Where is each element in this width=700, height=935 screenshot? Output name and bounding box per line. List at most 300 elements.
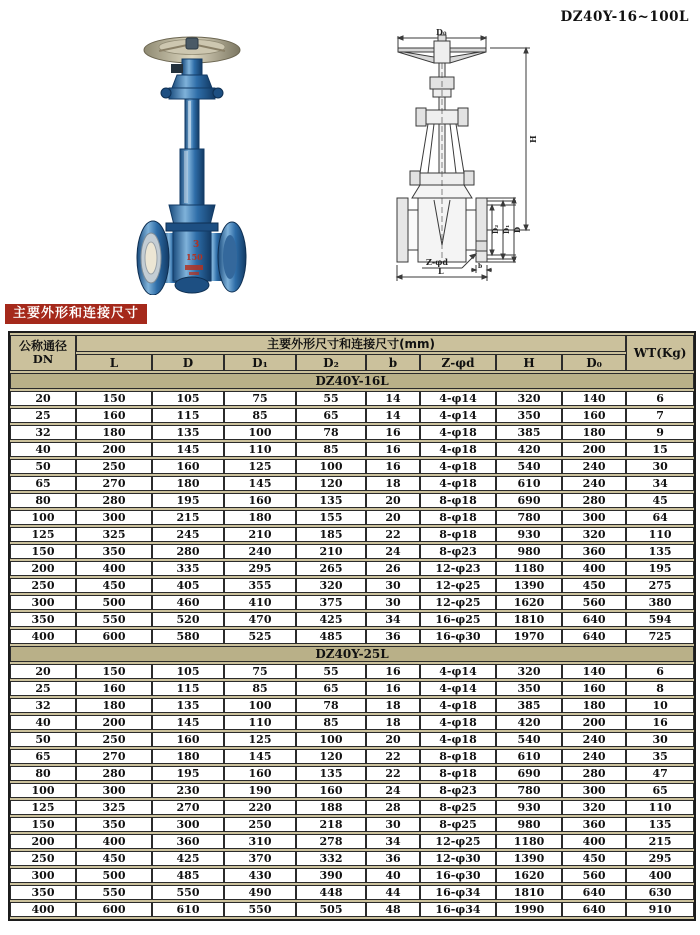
table-cell: 160 — [224, 766, 296, 781]
table-cell: 160 — [296, 783, 366, 798]
table-cell: 160 — [76, 681, 152, 696]
table-cell: 332 — [296, 851, 366, 866]
table-cell: 460 — [152, 595, 224, 610]
table-cell: 16 — [366, 442, 420, 457]
table-cell: 4-φ14 — [420, 664, 496, 679]
header-row-1 — [10, 335, 694, 352]
table-row — [10, 408, 694, 423]
table-cell: 370 — [224, 851, 296, 866]
table-cell: 135 — [152, 425, 224, 440]
table-row — [10, 851, 694, 866]
table-cell: 300 — [562, 510, 626, 525]
table-cell: 145 — [224, 749, 296, 764]
table-cell: 160 — [224, 493, 296, 508]
valve-marking: 3 — [193, 240, 200, 250]
table-cell: 110 — [626, 800, 694, 815]
table-cell: 250 — [76, 732, 152, 747]
table-cell: 135 — [626, 817, 694, 832]
table-cell: 180 — [224, 510, 296, 525]
table-cell: 430 — [224, 868, 296, 883]
table-cell: 470 — [224, 612, 296, 627]
table-cell: 1620 — [496, 595, 562, 610]
table-cell: 145 — [224, 476, 296, 491]
table-cell: 240 — [562, 476, 626, 491]
table-cell: 8-φ18 — [420, 493, 496, 508]
table-cell: 16 — [366, 425, 420, 440]
table-cell: 18 — [366, 715, 420, 730]
table-cell: 65 — [296, 408, 366, 423]
table-row — [10, 544, 694, 559]
table-cell: 6 — [626, 664, 694, 679]
table-cell: 48 — [366, 902, 420, 917]
table-cell: 1180 — [496, 561, 562, 576]
cell-dn: 125 — [10, 527, 76, 542]
table-cell: 380 — [626, 595, 694, 610]
col-header-h: H — [496, 354, 562, 371]
dim-label-h: H — [528, 135, 538, 143]
table-cell: 195 — [152, 493, 224, 508]
table-cell: 725 — [626, 629, 694, 644]
table-cell: 325 — [76, 800, 152, 815]
col-header-group: 主要外形尺寸和连接尺寸(mm) — [76, 335, 626, 352]
col-header-d1: D₁ — [224, 354, 296, 371]
cell-dn: 80 — [10, 493, 76, 508]
table-cell: 1390 — [496, 851, 562, 866]
cell-dn: 250 — [10, 851, 76, 866]
table-cell: 405 — [152, 578, 224, 593]
col-header-d: D — [152, 354, 224, 371]
table-cell: 145 — [152, 442, 224, 457]
table-row — [10, 902, 694, 917]
table-cell: 24 — [366, 544, 420, 559]
table-cell: 4-φ14 — [420, 681, 496, 696]
table-cell: 100 — [296, 732, 366, 747]
cell-dn: 40 — [10, 715, 76, 730]
table-cell: 140 — [562, 664, 626, 679]
cell-dn: 50 — [10, 732, 76, 747]
table-row — [10, 834, 694, 849]
table-cell: 115 — [152, 408, 224, 423]
table-row — [10, 800, 694, 815]
table-cell: 8-φ18 — [420, 766, 496, 781]
cell-dn: 20 — [10, 664, 76, 679]
table-cell: 110 — [224, 442, 296, 457]
table-cell: 8-φ18 — [420, 527, 496, 542]
table-cell: 400 — [76, 834, 152, 849]
table-cell: 560 — [562, 868, 626, 883]
table-cell: 280 — [76, 493, 152, 508]
table-cell: 350 — [496, 681, 562, 696]
table-cell: 550 — [76, 885, 152, 900]
table-cell: 300 — [76, 783, 152, 798]
table-cell: 490 — [224, 885, 296, 900]
table-cell: 350 — [76, 544, 152, 559]
table-cell: 360 — [562, 817, 626, 832]
table-cell: 8 — [626, 681, 694, 696]
table-cell: 34 — [366, 612, 420, 627]
cell-dn: 400 — [10, 902, 76, 917]
table-cell: 22 — [366, 749, 420, 764]
table-cell: 550 — [224, 902, 296, 917]
table-cell: 520 — [152, 612, 224, 627]
cell-dn: 350 — [10, 885, 76, 900]
table-cell: 320 — [296, 578, 366, 593]
col-header-l: L — [76, 354, 152, 371]
table-cell: 1990 — [496, 902, 562, 917]
table-cell: 180 — [76, 425, 152, 440]
valve-dimension-drawing — [370, 25, 550, 305]
table-cell: 145 — [152, 715, 224, 730]
table-cell: 34 — [366, 834, 420, 849]
table-cell: 160 — [76, 408, 152, 423]
table-cell: 155 — [296, 510, 366, 525]
table-cell: 190 — [224, 783, 296, 798]
table-row — [10, 766, 694, 781]
table-cell: 135 — [152, 698, 224, 713]
table-cell: 350 — [496, 408, 562, 423]
table-cell: 300 — [152, 817, 224, 832]
dim-label-l: L — [438, 266, 444, 276]
cell-dn: 32 — [10, 698, 76, 713]
table-cell: 20 — [366, 493, 420, 508]
table-cell: 355 — [224, 578, 296, 593]
cell-dn: 40 — [10, 442, 76, 457]
table-cell: 640 — [562, 612, 626, 627]
table-cell: 160 — [152, 732, 224, 747]
table-cell: 40 — [366, 868, 420, 883]
table-cell: 300 — [76, 510, 152, 525]
table-cell: 690 — [496, 766, 562, 781]
cell-dn: 300 — [10, 595, 76, 610]
table-cell: 240 — [562, 459, 626, 474]
table-cell: 34 — [626, 476, 694, 491]
col-header-dn — [10, 335, 76, 371]
table-cell: 16 — [626, 715, 694, 730]
table-row — [10, 561, 694, 576]
table-cell: 125 — [224, 732, 296, 747]
table-row — [10, 715, 694, 730]
table-cell: 240 — [562, 749, 626, 764]
table-cell: 16-φ34 — [420, 902, 496, 917]
table-cell: 448 — [296, 885, 366, 900]
table-row — [10, 459, 694, 474]
table-cell: 450 — [76, 851, 152, 866]
table-cell: 450 — [562, 578, 626, 593]
table-row — [10, 425, 694, 440]
table-cell: 12-φ25 — [420, 595, 496, 610]
table-cell: 640 — [562, 629, 626, 644]
table-cell: 215 — [626, 834, 694, 849]
table-row — [10, 527, 694, 542]
table-cell: 160 — [562, 408, 626, 423]
table-cell: 30 — [366, 595, 420, 610]
table-cell: 4-φ18 — [420, 715, 496, 730]
table-cell: 610 — [496, 476, 562, 491]
table-cell: 280 — [76, 766, 152, 781]
table-cell: 4-φ18 — [420, 459, 496, 474]
cell-dn: 50 — [10, 459, 76, 474]
table-row — [10, 391, 694, 406]
table-cell: 150 — [76, 391, 152, 406]
col-header-b: b — [366, 354, 420, 371]
table-body — [10, 373, 694, 917]
table-cell: 320 — [562, 527, 626, 542]
dimension-drawing-graphic — [370, 25, 550, 305]
table-row — [10, 442, 694, 457]
table-cell: 210 — [296, 544, 366, 559]
table-cell: 540 — [496, 732, 562, 747]
table-cell: 35 — [626, 749, 694, 764]
table-cell: 180 — [76, 698, 152, 713]
table-cell: 120 — [296, 476, 366, 491]
table-cell: 105 — [152, 664, 224, 679]
table-cell: 45 — [626, 493, 694, 508]
cell-dn: 100 — [10, 510, 76, 525]
cell-dn: 32 — [10, 425, 76, 440]
table-row — [10, 749, 694, 764]
table-cell: 1180 — [496, 834, 562, 849]
table-cell: 610 — [496, 749, 562, 764]
table-cell: 16 — [366, 681, 420, 696]
table-cell: 240 — [224, 544, 296, 559]
dim-label-d2: D₂ — [491, 224, 500, 234]
table-cell: 180 — [152, 476, 224, 491]
table-cell: 16-φ30 — [420, 629, 496, 644]
table-cell: 180 — [152, 749, 224, 764]
table-cell: 75 — [224, 664, 296, 679]
dim-label-d0: D₀ — [436, 27, 447, 37]
table-cell: 325 — [76, 527, 152, 542]
table-cell: 4-φ18 — [420, 425, 496, 440]
table-cell: 185 — [296, 527, 366, 542]
table-cell: 690 — [496, 493, 562, 508]
table-cell: 930 — [496, 800, 562, 815]
table-cell: 14 — [366, 408, 420, 423]
cell-dn: 65 — [10, 749, 76, 764]
table-cell: 7 — [626, 408, 694, 423]
table-cell: 485 — [152, 868, 224, 883]
table-cell: 18 — [366, 698, 420, 713]
table-cell: 65 — [626, 783, 694, 798]
dim-label-d1: D₁ — [502, 224, 511, 234]
cell-dn: 400 — [10, 629, 76, 644]
table-cell: 78 — [296, 698, 366, 713]
table-row — [10, 612, 694, 627]
table-cell: 485 — [296, 629, 366, 644]
table-cell: 240 — [562, 732, 626, 747]
table-cell: 100 — [296, 459, 366, 474]
svg-text:150: 150 — [186, 252, 203, 262]
table-cell: 16-φ34 — [420, 885, 496, 900]
section-title: DZ40Y-25L — [10, 646, 694, 662]
table-cell: 115 — [152, 681, 224, 696]
table-cell: 600 — [76, 902, 152, 917]
cell-dn: 80 — [10, 766, 76, 781]
dim-label-d: D — [513, 226, 522, 233]
table-cell: 1620 — [496, 868, 562, 883]
dim-label-b: b — [478, 263, 483, 270]
cell-dn: 20 — [10, 391, 76, 406]
table-cell: 15 — [626, 442, 694, 457]
valve-photo-graphic — [133, 33, 251, 295]
table-cell: 385 — [496, 698, 562, 713]
table-cell: 215 — [152, 510, 224, 525]
table-cell: 55 — [296, 664, 366, 679]
table-cell: 390 — [296, 868, 366, 883]
table-row — [10, 732, 694, 747]
table-cell: 64 — [626, 510, 694, 525]
table-cell: 160 — [152, 459, 224, 474]
table-cell: 1810 — [496, 885, 562, 900]
table-row — [10, 476, 694, 491]
table-cell: 295 — [626, 851, 694, 866]
table-cell: 640 — [562, 885, 626, 900]
table-cell: 8-φ25 — [420, 800, 496, 815]
table-cell: 270 — [76, 476, 152, 491]
table-cell: 930 — [496, 527, 562, 542]
table-cell: 400 — [626, 868, 694, 883]
col-header-d2: D₂ — [296, 354, 366, 371]
table-cell: 36 — [366, 851, 420, 866]
table-row — [10, 595, 694, 610]
table-cell: 335 — [152, 561, 224, 576]
table-cell: 78 — [296, 425, 366, 440]
header-row-2 — [10, 354, 694, 371]
table-cell: 26 — [366, 561, 420, 576]
table-cell: 375 — [296, 595, 366, 610]
table-cell: 320 — [496, 664, 562, 679]
cell-dn: 100 — [10, 783, 76, 798]
table-cell: 8-φ18 — [420, 749, 496, 764]
table-cell: 22 — [366, 766, 420, 781]
table-cell: 594 — [626, 612, 694, 627]
table-cell: 218 — [296, 817, 366, 832]
table-cell: 910 — [626, 902, 694, 917]
table-cell: 500 — [76, 868, 152, 883]
table-cell: 55 — [296, 391, 366, 406]
table-cell: 16-φ25 — [420, 612, 496, 627]
table-cell: 385 — [496, 425, 562, 440]
cell-dn: 250 — [10, 578, 76, 593]
table-cell: 250 — [76, 459, 152, 474]
table-cell: 135 — [296, 766, 366, 781]
cell-dn: 25 — [10, 681, 76, 696]
table-cell: 180 — [562, 425, 626, 440]
table-cell: 6 — [626, 391, 694, 406]
table-cell: 10 — [626, 698, 694, 713]
table-cell: 420 — [496, 442, 562, 457]
table-cell: 16 — [366, 459, 420, 474]
table-cell: 4-φ18 — [420, 442, 496, 457]
table-cell: 16 — [366, 664, 420, 679]
table-cell: 20 — [366, 732, 420, 747]
table-cell: 85 — [296, 715, 366, 730]
section-title: DZ40Y-16L — [10, 373, 694, 389]
table-row — [10, 510, 694, 525]
table-cell: 630 — [626, 885, 694, 900]
table-cell: 30 — [366, 578, 420, 593]
table-cell: 12-φ30 — [420, 851, 496, 866]
table-cell: 350 — [76, 817, 152, 832]
table-cell: 200 — [562, 442, 626, 457]
cell-dn: 150 — [10, 817, 76, 832]
col-header-dn-cn: 公称通径 — [18, 339, 67, 353]
table-cell: 425 — [152, 851, 224, 866]
table-cell: 195 — [626, 561, 694, 576]
table-cell: 47 — [626, 766, 694, 781]
table-cell: 8-φ23 — [420, 783, 496, 798]
table-cell: 230 — [152, 783, 224, 798]
table-cell: 30 — [366, 817, 420, 832]
table-row — [10, 783, 694, 798]
table-cell: 600 — [76, 629, 152, 644]
table-cell: 8-φ23 — [420, 544, 496, 559]
dim-label-z-phi-d: Z-φd — [426, 257, 448, 267]
table-row — [10, 664, 694, 679]
table-cell: 125 — [224, 459, 296, 474]
table-cell: 410 — [224, 595, 296, 610]
table-cell: 270 — [152, 800, 224, 815]
table-row — [10, 817, 694, 832]
table-row — [10, 493, 694, 508]
table-cell: 135 — [296, 493, 366, 508]
table-cell: 8-φ25 — [420, 817, 496, 832]
table-cell: 75 — [224, 391, 296, 406]
table-cell: 9 — [626, 425, 694, 440]
table-cell: 300 — [562, 783, 626, 798]
col-header-z-phi-d: Z-φd — [420, 354, 496, 371]
table-cell: 12-φ25 — [420, 834, 496, 849]
table-cell: 525 — [224, 629, 296, 644]
table-cell: 105 — [152, 391, 224, 406]
table-cell: 135 — [626, 544, 694, 559]
cell-dn: 350 — [10, 612, 76, 627]
table-cell: 200 — [76, 442, 152, 457]
table-cell: 24 — [366, 783, 420, 798]
table-cell: 36 — [366, 629, 420, 644]
table-cell: 540 — [496, 459, 562, 474]
col-header-d0: D₀ — [562, 354, 626, 371]
table-cell: 550 — [152, 885, 224, 900]
table-cell: 200 — [76, 715, 152, 730]
table-cell: 16-φ30 — [420, 868, 496, 883]
table-cell: 18 — [366, 476, 420, 491]
cell-dn: 125 — [10, 800, 76, 815]
section-banner: 主要外形和连接尺寸 — [5, 304, 147, 324]
table-cell: 550 — [76, 612, 152, 627]
table-cell: 4-φ18 — [420, 476, 496, 491]
table-cell: 210 — [224, 527, 296, 542]
table-cell: 980 — [496, 544, 562, 559]
table-cell: 28 — [366, 800, 420, 815]
table-cell: 4-φ18 — [420, 732, 496, 747]
table-cell: 780 — [496, 510, 562, 525]
table-cell: 4-φ18 — [420, 698, 496, 713]
table-cell: 400 — [562, 834, 626, 849]
valve-photo — [133, 33, 251, 295]
table-cell: 280 — [562, 493, 626, 508]
table-cell: 1390 — [496, 578, 562, 593]
table-cell: 420 — [496, 715, 562, 730]
table-cell: 150 — [76, 664, 152, 679]
table-cell: 265 — [296, 561, 366, 576]
cell-dn: 200 — [10, 834, 76, 849]
table-cell: 505 — [296, 902, 366, 917]
cell-dn: 65 — [10, 476, 76, 491]
table-cell: 195 — [152, 766, 224, 781]
table-cell: 110 — [626, 527, 694, 542]
dimension-table — [8, 331, 696, 921]
